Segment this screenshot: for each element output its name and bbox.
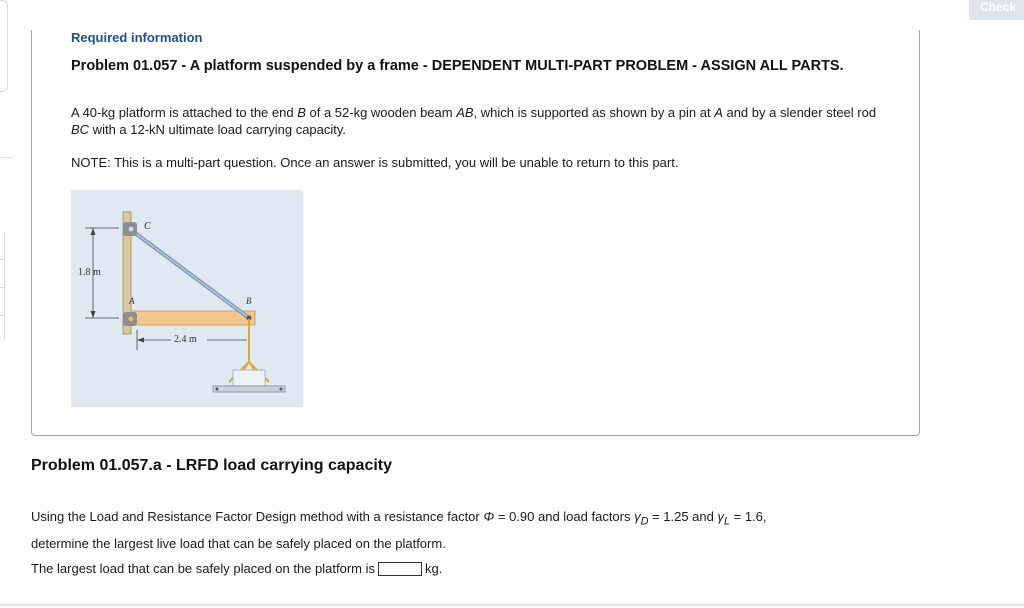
desc-text: with a 12-kN ultimate load carrying capacity. [89, 122, 347, 137]
figure-dim-horizontal: 2.4 m [174, 334, 197, 345]
arrow-head [91, 228, 96, 235]
answer-line [31, 561, 442, 576]
required-info-label: Required information [71, 30, 203, 45]
desc-var-b: B [297, 105, 306, 120]
rod-bc-highlight [131, 230, 249, 318]
desc-var-bc: BC [71, 122, 90, 137]
figure-label-b: B [246, 296, 252, 306]
figure-dim-vertical: 1.8 m [78, 267, 101, 278]
figure-label-a: A [129, 296, 135, 306]
pin-c-hole [129, 227, 134, 232]
answer-unit: kg. [424, 561, 443, 576]
desc-var-ab: AB [456, 105, 474, 120]
bolt [280, 388, 283, 391]
desc-text: and by a slender steel rod [722, 105, 877, 120]
left-nav-segment [0, 260, 4, 288]
desc-text: A 40-kg platform is attached to the end [71, 105, 298, 120]
gamma-d-subscript: D [640, 515, 649, 528]
left-nav-segment [0, 232, 4, 260]
left-nav-segment [0, 288, 4, 316]
left-panel-tab [0, 0, 8, 92]
desc-text: of a 52-kg wooden beam [305, 105, 457, 120]
beam-ab [131, 311, 255, 325]
phi-value: = 0.90 and load factors [494, 509, 635, 524]
part-a-question [31, 506, 931, 554]
answer-input[interactable] [378, 562, 422, 576]
pin-a-hole [129, 317, 134, 322]
problem-figure [71, 190, 303, 407]
platform-base [213, 386, 285, 392]
phi-symbol: Φ [483, 509, 495, 524]
gamma-l-value: = 1.6, [730, 509, 767, 524]
figure-label-c: C [144, 221, 151, 232]
gamma-l-subscript: L [723, 515, 730, 528]
part-a-title: Problem 01.057.a - LRFD load carrying capacity [31, 457, 393, 474]
check-button[interactable]: Check [969, 0, 1024, 20]
frame-diagram [71, 190, 303, 407]
left-divider [0, 157, 12, 158]
desc-text: , which is supported as shown by a pin at [473, 105, 715, 120]
platform-load [233, 370, 265, 386]
arrow-head [91, 311, 96, 318]
bolt [216, 388, 219, 391]
problem-title: Problem 01.057 - A platform suspended by a frame - DEPENDENT MULTI-PART PROBLEM - ASSIGN ALL PARTS. [71, 58, 844, 74]
question-text: Using the Load and Resistance Factor Design method with a resistance factor [31, 509, 484, 524]
question-text: determine the largest live load that can be safely placed on the platform. [31, 535, 446, 551]
desc-var-a: A [714, 105, 723, 120]
arrow-head [137, 338, 144, 343]
gamma-l-symbol: γ [717, 509, 724, 524]
gamma-d-value: = 1.25 and [648, 509, 718, 524]
left-nav-strip [0, 232, 5, 340]
gamma-d-symbol: γ [634, 509, 641, 524]
answer-prefix: The largest load that can be safely placed on the platform is [31, 561, 375, 576]
note-text: NOTE: This is a multi-part question. Once an answer is submitted, you will be unable to return to this part. [71, 155, 679, 170]
bottom-divider [0, 604, 1024, 606]
problem-description [71, 104, 891, 138]
